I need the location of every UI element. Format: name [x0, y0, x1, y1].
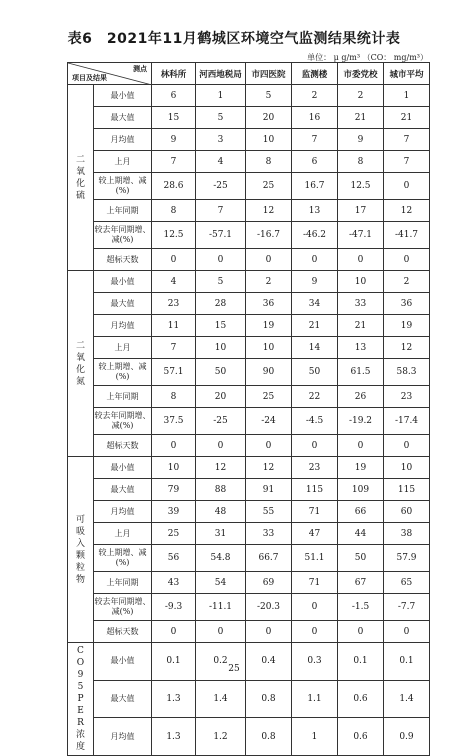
value-cell: 12 — [246, 200, 292, 222]
value-cell: 0 — [196, 621, 246, 643]
value-cell: 71 — [292, 572, 338, 594]
value-cell: 15 — [196, 315, 246, 337]
value-cell: 0 — [292, 249, 338, 271]
table-row — [68, 337, 430, 359]
value-cell: 1.2 — [196, 718, 246, 756]
value-cell: 12.5 — [338, 173, 384, 200]
value-cell: 0 — [292, 594, 338, 621]
value-cell: 8 — [338, 151, 384, 173]
value-cell: 31 — [196, 523, 246, 545]
table-row — [68, 457, 430, 479]
value-cell: 0.4 — [246, 643, 292, 681]
value-cell: 0 — [152, 249, 196, 271]
value-cell: -41.7 — [384, 222, 430, 249]
row-label: 最小值 — [94, 85, 152, 107]
value-cell: 0 — [152, 435, 196, 457]
value-cell: 12 — [384, 337, 430, 359]
table-row — [68, 680, 430, 718]
row-label: 最大值 — [94, 107, 152, 129]
row-label: 月均值 — [94, 718, 152, 756]
value-cell: 4 — [196, 151, 246, 173]
value-cell: 5 — [246, 85, 292, 107]
value-cell: 10 — [384, 457, 430, 479]
value-cell: 57.1 — [152, 359, 196, 386]
value-cell: 66.7 — [246, 545, 292, 572]
value-cell: 61.5 — [338, 359, 384, 386]
value-cell: 10 — [338, 271, 384, 293]
row-label: 月均值 — [94, 501, 152, 523]
table-row — [68, 718, 430, 756]
value-cell: 2 — [246, 271, 292, 293]
value-cell: 21 — [292, 315, 338, 337]
value-cell: 10 — [152, 457, 196, 479]
table-row — [68, 545, 430, 572]
value-cell: -47.1 — [338, 222, 384, 249]
value-cell: 19 — [384, 315, 430, 337]
table-body — [68, 85, 430, 756]
value-cell: 36 — [246, 293, 292, 315]
value-cell: 39 — [152, 501, 196, 523]
value-cell: -17.4 — [384, 408, 430, 435]
value-cell: 58.3 — [384, 359, 430, 386]
value-cell: 28.6 — [152, 173, 196, 200]
value-cell: 8 — [152, 200, 196, 222]
value-cell: 0 — [384, 249, 430, 271]
value-cell: 115 — [292, 479, 338, 501]
value-cell: 12 — [196, 457, 246, 479]
value-cell: -19.2 — [338, 408, 384, 435]
value-cell: -25 — [196, 408, 246, 435]
value-cell: 26 — [338, 386, 384, 408]
station-header: 林科所 — [152, 63, 196, 85]
row-label: 最大值 — [94, 293, 152, 315]
value-cell: 10 — [196, 337, 246, 359]
value-cell: 22 — [292, 386, 338, 408]
pollutant-category — [68, 85, 94, 271]
value-cell: 55 — [246, 501, 292, 523]
value-cell: 33 — [246, 523, 292, 545]
value-cell: 66 — [338, 501, 384, 523]
value-cell: 65 — [384, 572, 430, 594]
value-cell: 5 — [196, 107, 246, 129]
row-label: 较上期增、减(%) — [94, 173, 152, 200]
value-cell: 1.4 — [196, 680, 246, 718]
value-cell: 48 — [196, 501, 246, 523]
value-cell: 9 — [152, 129, 196, 151]
value-cell: 14 — [292, 337, 338, 359]
value-cell: 91 — [246, 479, 292, 501]
value-cell: 7 — [292, 129, 338, 151]
value-cell: 0 — [338, 435, 384, 457]
value-cell: 60 — [384, 501, 430, 523]
value-cell: 1.3 — [152, 718, 196, 756]
value-cell: 0.8 — [246, 718, 292, 756]
value-cell: 0 — [292, 621, 338, 643]
value-cell: -20.3 — [246, 594, 292, 621]
value-cell: 7 — [384, 129, 430, 151]
row-label: 超标天数 — [94, 435, 152, 457]
value-cell: 2 — [338, 85, 384, 107]
value-cell: 37.5 — [152, 408, 196, 435]
value-cell: 16 — [292, 107, 338, 129]
value-cell: 13 — [292, 200, 338, 222]
table-row — [68, 572, 430, 594]
value-cell: 11 — [152, 315, 196, 337]
value-cell: 25 — [246, 386, 292, 408]
value-cell: 33 — [338, 293, 384, 315]
value-cell: -11.1 — [196, 594, 246, 621]
value-cell: 71 — [292, 501, 338, 523]
row-label: 较去年同期增、减(%) — [94, 222, 152, 249]
station-header: 市四医院 — [246, 63, 292, 85]
value-cell: 9 — [338, 129, 384, 151]
value-cell: 0 — [338, 621, 384, 643]
value-cell: 0 — [246, 435, 292, 457]
value-cell: 2 — [292, 85, 338, 107]
value-cell: 25 — [246, 173, 292, 200]
table-row — [68, 173, 430, 200]
value-cell: -7.7 — [384, 594, 430, 621]
table-row — [68, 643, 430, 681]
pollutant-name: CO 95PER浓度 — [75, 646, 85, 752]
value-cell: 28 — [196, 293, 246, 315]
value-cell: -24 — [246, 408, 292, 435]
value-cell: 109 — [338, 479, 384, 501]
value-cell: 2 — [384, 271, 430, 293]
table-row — [68, 594, 430, 621]
row-label: 较去年同期增、减(%) — [94, 408, 152, 435]
value-cell: 0.1 — [384, 643, 430, 681]
value-cell: -25 — [196, 173, 246, 200]
value-cell: 21 — [338, 315, 384, 337]
row-label: 最大值 — [94, 479, 152, 501]
row-label: 最大值 — [94, 680, 152, 718]
value-cell: 0 — [196, 249, 246, 271]
value-cell: 15 — [152, 107, 196, 129]
table-row — [68, 249, 430, 271]
value-cell: 17 — [338, 200, 384, 222]
value-cell: 36 — [384, 293, 430, 315]
value-cell: 0 — [292, 435, 338, 457]
page-number: 25 — [228, 664, 240, 674]
row-label: 上月 — [94, 523, 152, 545]
page-title: 表6 2021年11月鹤城区环境空气监测结果统计表 — [67, 31, 401, 47]
value-cell: 19 — [338, 457, 384, 479]
value-cell: 90 — [246, 359, 292, 386]
value-cell: 50 — [292, 359, 338, 386]
value-cell: 54 — [196, 572, 246, 594]
table-row — [68, 129, 430, 151]
row-label: 月均值 — [94, 129, 152, 151]
value-cell: 1.3 — [152, 680, 196, 718]
value-cell: -16.7 — [246, 222, 292, 249]
value-cell: 79 — [152, 479, 196, 501]
value-cell: -57.1 — [196, 222, 246, 249]
value-cell: 21 — [384, 107, 430, 129]
value-cell: 12 — [246, 457, 292, 479]
value-cell: 10 — [246, 337, 292, 359]
value-cell: 21 — [338, 107, 384, 129]
value-cell: 0 — [384, 435, 430, 457]
value-cell: 0 — [196, 435, 246, 457]
value-cell: 44 — [338, 523, 384, 545]
station-header: 河西地税局 — [196, 63, 246, 85]
value-cell: 115 — [384, 479, 430, 501]
value-cell: 20 — [196, 386, 246, 408]
table-row — [68, 621, 430, 643]
value-cell: -46.2 — [292, 222, 338, 249]
row-label: 最小值 — [94, 271, 152, 293]
value-cell: 0.8 — [246, 680, 292, 718]
value-cell: 56 — [152, 545, 196, 572]
value-cell: 50 — [196, 359, 246, 386]
value-cell: 23 — [384, 386, 430, 408]
table-row — [68, 107, 430, 129]
header-corner — [68, 63, 152, 85]
value-cell: 0.9 — [384, 718, 430, 756]
station-header: 城市平均 — [384, 63, 430, 85]
value-cell: 7 — [196, 200, 246, 222]
value-cell: 0 — [246, 249, 292, 271]
value-cell: 3 — [196, 129, 246, 151]
value-cell: 7 — [152, 151, 196, 173]
row-label: 较上期增、减(%) — [94, 359, 152, 386]
table-row — [68, 408, 430, 435]
value-cell: -4.5 — [292, 408, 338, 435]
pollutant-category — [68, 271, 94, 457]
value-cell: 1.1 — [292, 680, 338, 718]
table-row — [68, 271, 430, 293]
row-label: 超标天数 — [94, 621, 152, 643]
value-cell: 1 — [196, 85, 246, 107]
value-cell: 7 — [152, 337, 196, 359]
value-cell: 10 — [246, 129, 292, 151]
row-label: 较去年同期增、减(%) — [94, 594, 152, 621]
value-cell: 9 — [292, 271, 338, 293]
value-cell: 1.4 — [384, 680, 430, 718]
row-label: 上月 — [94, 151, 152, 173]
value-cell: 1 — [384, 85, 430, 107]
value-cell: 13 — [338, 337, 384, 359]
value-cell: -1.5 — [338, 594, 384, 621]
value-cell: 0.6 — [338, 718, 384, 756]
value-cell: 51.1 — [292, 545, 338, 572]
table-row — [68, 85, 430, 107]
row-label: 最小值 — [94, 643, 152, 681]
value-cell: 50 — [338, 545, 384, 572]
row-label: 上月 — [94, 337, 152, 359]
value-cell: 12.5 — [152, 222, 196, 249]
value-cell: 0.2 — [196, 643, 246, 681]
table-row — [68, 479, 430, 501]
value-cell: 4 — [152, 271, 196, 293]
table-row — [68, 222, 430, 249]
table-row — [68, 523, 430, 545]
row-label: 上年同期 — [94, 200, 152, 222]
monitoring-table — [67, 62, 430, 756]
value-cell: 0 — [384, 621, 430, 643]
table-row — [68, 315, 430, 337]
value-cell: 23 — [152, 293, 196, 315]
corner-bottom-label: 项目及结果 — [72, 74, 107, 82]
value-cell: 34 — [292, 293, 338, 315]
value-cell: 57.9 — [384, 545, 430, 572]
value-cell: 0.6 — [338, 680, 384, 718]
value-cell: 0.1 — [152, 643, 196, 681]
value-cell: 0.3 — [292, 643, 338, 681]
value-cell: 1 — [292, 718, 338, 756]
value-cell: 69 — [246, 572, 292, 594]
value-cell: 5 — [196, 271, 246, 293]
table-row — [68, 200, 430, 222]
table-row — [68, 435, 430, 457]
corner-top-label: 测点 — [133, 65, 147, 73]
unit-note: 单位： μ g/m³ （CO： mg/m³） — [307, 53, 428, 62]
station-header: 监测楼 — [292, 63, 338, 85]
value-cell: 0 — [338, 249, 384, 271]
table-row — [68, 293, 430, 315]
table-row — [68, 151, 430, 173]
value-cell: 0 — [246, 621, 292, 643]
row-label: 较上期增、减(%) — [94, 545, 152, 572]
value-cell: 6 — [152, 85, 196, 107]
value-cell: 54.8 — [196, 545, 246, 572]
pollutant-category — [68, 457, 94, 643]
pollutant-name: 二氧化氮 — [75, 340, 85, 387]
value-cell: 12 — [384, 200, 430, 222]
value-cell: 8 — [152, 386, 196, 408]
value-cell: 19 — [246, 315, 292, 337]
value-cell: 16.7 — [292, 173, 338, 200]
row-label: 上年同期 — [94, 386, 152, 408]
table-row — [68, 501, 430, 523]
value-cell: 0 — [384, 173, 430, 200]
pollutant-name: 可吸入颗粒物 — [75, 514, 85, 585]
value-cell: 0 — [152, 621, 196, 643]
value-cell: 88 — [196, 479, 246, 501]
value-cell: 23 — [292, 457, 338, 479]
row-label: 上年同期 — [94, 572, 152, 594]
value-cell: 38 — [384, 523, 430, 545]
value-cell: 8 — [246, 151, 292, 173]
value-cell: 47 — [292, 523, 338, 545]
value-cell: -9.3 — [152, 594, 196, 621]
table-row — [68, 359, 430, 386]
row-label: 月均值 — [94, 315, 152, 337]
value-cell: 25 — [152, 523, 196, 545]
value-cell: 67 — [338, 572, 384, 594]
pollutant-name: 二氧化硫 — [75, 154, 85, 201]
row-label: 超标天数 — [94, 249, 152, 271]
value-cell: 20 — [246, 107, 292, 129]
station-header: 市委党校 — [338, 63, 384, 85]
table-row — [68, 386, 430, 408]
value-cell: 7 — [384, 151, 430, 173]
value-cell: 43 — [152, 572, 196, 594]
row-label: 最小值 — [94, 457, 152, 479]
value-cell: 6 — [292, 151, 338, 173]
pollutant-category — [68, 643, 94, 756]
value-cell: 0.1 — [338, 643, 384, 681]
